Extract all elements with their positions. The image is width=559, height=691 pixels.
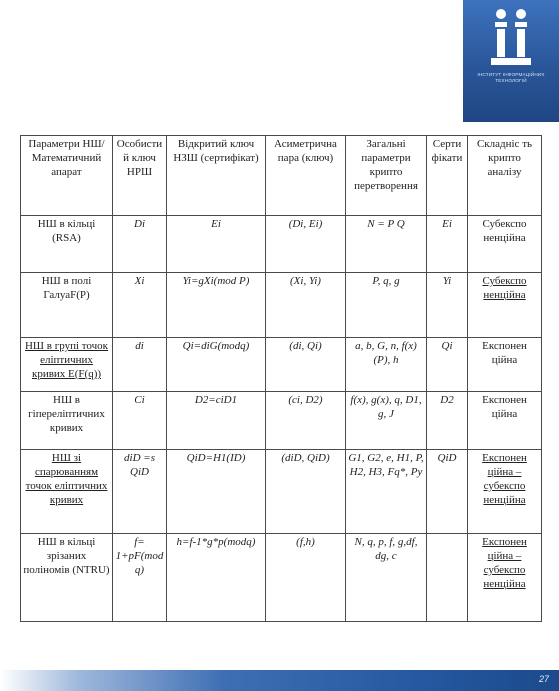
cell-certificate: Qi [427, 338, 468, 392]
cell-complexity: Експонен ційна – субекспо ненційна [468, 450, 542, 534]
header-complexity: Складніс ть крипто аналізу [468, 136, 542, 216]
cell-certificate: Yi [427, 273, 468, 338]
table-header-row [21, 136, 542, 216]
cell-general-params: N = P Q [346, 216, 427, 273]
crypto-comparison-table [20, 135, 542, 622]
cell-general-params: f(x), g(x), q, D1, g, J [346, 392, 427, 450]
table-row [21, 392, 542, 450]
header-certificates: Серти фікати [427, 136, 468, 216]
cell-private-key: f= 1+pF(mod q) [113, 534, 167, 622]
cell-complexity: Субекспо ненційна [468, 216, 542, 273]
cell-certificate: Ei [427, 216, 468, 273]
institute-logo [463, 0, 559, 122]
cell-scheme: НШ в гіпереліптичних кривих [21, 392, 113, 450]
comparison-table-container [20, 135, 541, 622]
header-key-pair: Асиметрична пара (ключ) [266, 136, 346, 216]
cell-private-key: Di [113, 216, 167, 273]
cell-key-pair: (f,h) [266, 534, 346, 622]
table-row [21, 273, 542, 338]
cell-private-key: di [113, 338, 167, 392]
cell-scheme: НШ в кільці зрізаних поліномів (NTRU) [21, 534, 113, 622]
cell-key-pair: (diD, QiD) [266, 450, 346, 534]
cell-scheme: НШ в полі ГалуаF(P) [21, 273, 113, 338]
cell-general-params: N, q, p, f, g,df, dg, c [346, 534, 427, 622]
cell-key-pair: (Di, Ei) [266, 216, 346, 273]
cell-private-key: Ci [113, 392, 167, 450]
cell-certificate [427, 534, 468, 622]
cell-public-key: QiD=H1(ID) [167, 450, 266, 534]
cell-general-params: a, b, G, n, f(x)(P), h [346, 338, 427, 392]
slide-footer-bar [0, 670, 559, 691]
cell-key-pair: (Xi, Yi) [266, 273, 346, 338]
cell-public-key: D2=ciD1 [167, 392, 266, 450]
header-public-key: Відкритий ключ НЗШ (сертифікат) [167, 136, 266, 216]
table-row [21, 534, 542, 622]
cell-public-key: Qi=diG(modq) [167, 338, 266, 392]
cell-scheme: НШ зі спарюванням точок еліптичних кривих [21, 450, 113, 534]
cell-certificate: QiD [427, 450, 468, 534]
cell-private-key: diD =s QiD [113, 450, 167, 534]
cell-key-pair: (ci, D2) [266, 392, 346, 450]
header-private-key: Особисти й ключ НРШ [113, 136, 167, 216]
page-number: 27 [538, 674, 549, 684]
cell-key-pair: (di, Qi) [266, 338, 346, 392]
cell-complexity: Експонен ційна [468, 392, 542, 450]
cell-general-params: P, q, g [346, 273, 427, 338]
header-parameters: Параметри НШ/ Математичний апарат [21, 136, 113, 216]
cell-complexity: Субекспо ненційна [468, 273, 542, 338]
table-row [21, 216, 542, 273]
cell-public-key: Ei [167, 216, 266, 273]
institute-emblem-icon [487, 6, 535, 68]
cell-public-key: Yi=gXi(mod P) [167, 273, 266, 338]
cell-public-key: h=f-1*g*p(modq) [167, 534, 266, 622]
cell-private-key: Xi [113, 273, 167, 338]
table-row [21, 450, 542, 534]
cell-complexity: Експонен ційна – субекспо ненційна [468, 534, 542, 622]
logo-caption: ІНСТИТУТ ІНФОРМАЦІЙНИХ ТЕХНОЛОГІЙ [477, 72, 545, 83]
cell-scheme: НШ в групі точок еліптичних кривих E(F(q)) [21, 338, 113, 392]
cell-complexity: Експонен ційна [468, 338, 542, 392]
cell-general-params: G1, G2, e, H1, P, H2, H3, Fq*, Py [346, 450, 427, 534]
cell-scheme: НШ в кільці (RSA) [21, 216, 113, 273]
cell-certificate: D2 [427, 392, 468, 450]
header-general-params: Загальні параметри крипто перетворення [346, 136, 427, 216]
table-row [21, 338, 542, 392]
